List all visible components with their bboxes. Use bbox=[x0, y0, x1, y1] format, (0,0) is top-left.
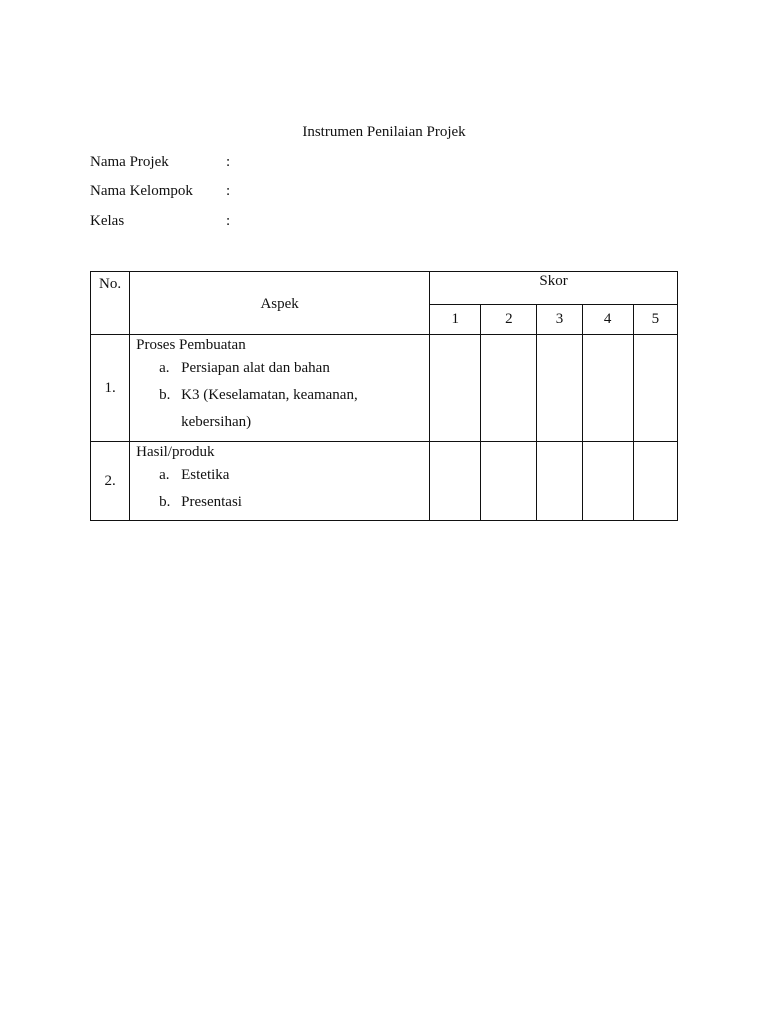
score-cell[interactable] bbox=[481, 442, 537, 521]
aspect-item bbox=[136, 489, 429, 516]
score-cell[interactable] bbox=[430, 335, 481, 442]
score-cell[interactable] bbox=[582, 335, 633, 442]
score-cell[interactable] bbox=[430, 442, 481, 521]
field-label: Kelas bbox=[90, 213, 125, 229]
field-nama-kelompok bbox=[90, 181, 230, 201]
aspect-item bbox=[136, 462, 429, 489]
header-score-3: 3 bbox=[537, 305, 582, 335]
aspect-cell bbox=[130, 442, 430, 521]
item-text: Estetika bbox=[181, 467, 230, 483]
header-skor: Skor bbox=[430, 272, 678, 305]
score-cell[interactable] bbox=[537, 442, 582, 521]
header-no: No. bbox=[91, 272, 130, 335]
document-title: Instrumen Penilaian Projek bbox=[302, 124, 466, 140]
field-label: Nama Projek bbox=[90, 154, 169, 170]
field-separator: : bbox=[226, 154, 231, 170]
field-separator: : bbox=[226, 183, 231, 199]
row-number: 2. bbox=[91, 442, 130, 521]
header-score-5: 5 bbox=[633, 305, 677, 335]
aspect-item bbox=[136, 355, 429, 382]
table-row bbox=[91, 335, 678, 442]
item-letter: a. bbox=[159, 467, 170, 483]
item-letter: a. bbox=[159, 360, 170, 376]
header-score-2: 2 bbox=[481, 305, 537, 335]
item-text: Persiapan alat dan bahan bbox=[181, 360, 330, 376]
item-text: K3 (Keselamatan, keamanan, kebersihan) bbox=[181, 387, 358, 430]
score-cell[interactable] bbox=[537, 335, 582, 442]
item-letter: b. bbox=[159, 494, 171, 510]
score-cell[interactable] bbox=[582, 442, 633, 521]
aspect-title: Hasil/produk bbox=[136, 444, 215, 460]
score-cell[interactable] bbox=[633, 442, 677, 521]
header-score-1: 1 bbox=[430, 305, 481, 335]
row-number: 1. bbox=[91, 335, 130, 442]
header-score-4: 4 bbox=[582, 305, 633, 335]
score-cell[interactable] bbox=[633, 335, 677, 442]
aspect-title: Proses Pembuatan bbox=[136, 337, 246, 353]
field-label: Nama Kelompok bbox=[90, 183, 193, 199]
item-text: Presentasi bbox=[181, 494, 242, 510]
aspect-item bbox=[136, 382, 429, 436]
item-letter: b. bbox=[159, 387, 171, 403]
table-row bbox=[91, 442, 678, 521]
field-kelas bbox=[90, 211, 230, 231]
aspect-cell bbox=[130, 335, 430, 442]
assessment-table bbox=[90, 271, 678, 521]
score-cell[interactable] bbox=[481, 335, 537, 442]
header-aspek: Aspek bbox=[130, 272, 430, 335]
field-nama-projek bbox=[90, 152, 230, 172]
field-separator: : bbox=[226, 213, 231, 229]
